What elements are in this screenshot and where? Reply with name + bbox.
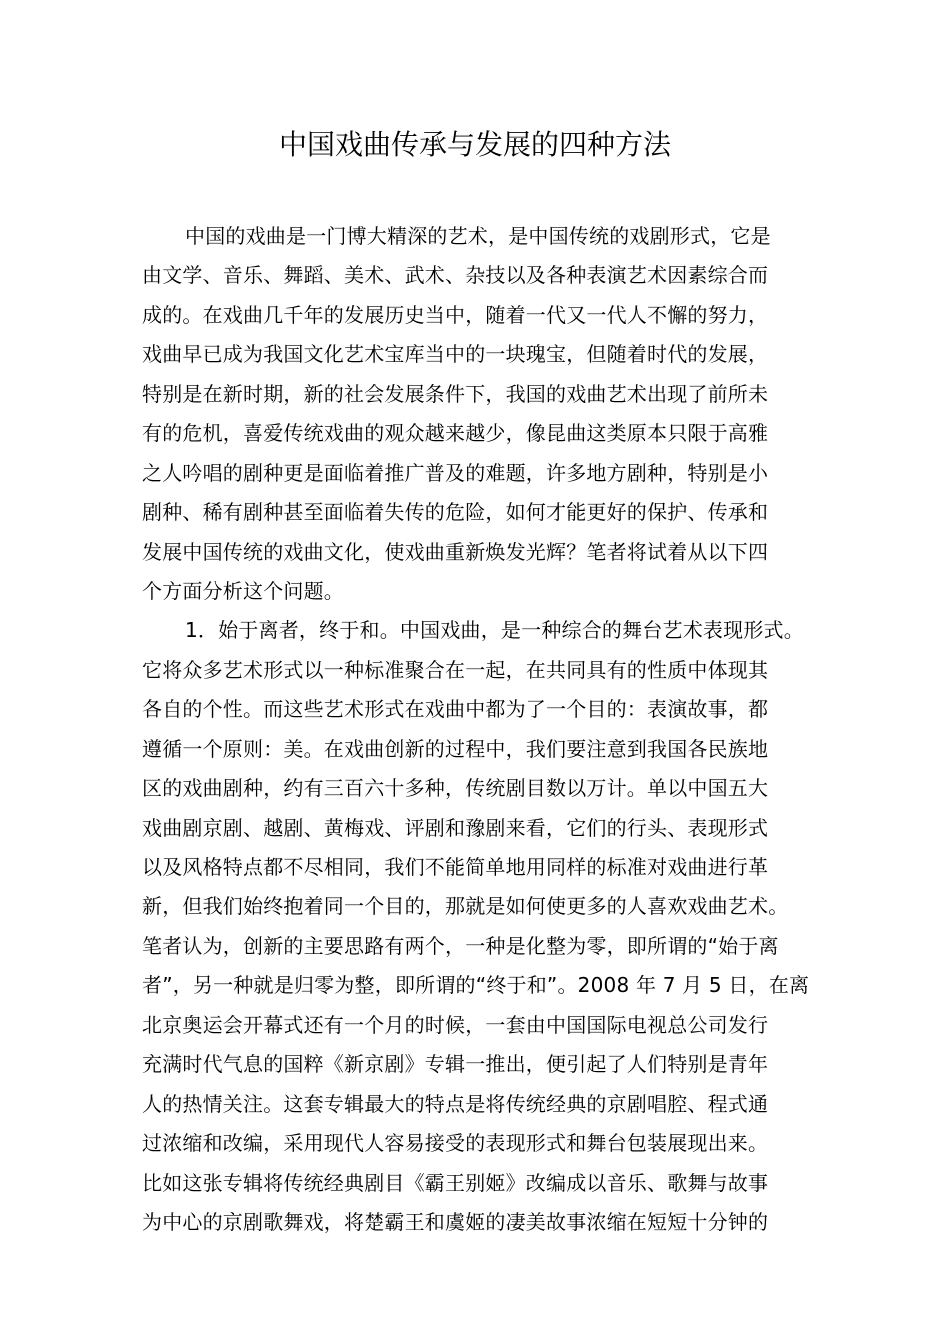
body-line: 以及风格特点都不尽相同，我们不能简单地用同样的标准对戏曲进行革 [142,855,769,879]
document-title: 中国戏曲传承与发展的四种方法 [278,128,671,161]
body-line: 过浓缩和改编，采用现代人容易接受的表现形式和舞台包装展现出来。 [142,1131,769,1156]
body-line: 为中心的京剧歌舞戏，将楚霸王和虞姬的凄美故事浓缩在短短十分钟的 [142,1209,769,1234]
body-line: 新，但我们始终抱着同一个目的，那就是如何使更多的人喜欢戏曲艺术。 [142,894,789,919]
body-line: 特别是在新时期，新的社会发展条件下，我国的戏曲艺术出现了前所未 [142,381,769,406]
document-body [142,217,842,1242]
body-line: 区的戏曲剧种，约有三百六十多种，传统剧目数以万计。单以中国五大 [142,776,769,801]
body-line: 者”，另一种就是归零为整，即所谓的“终于和”。2008 年 7 月 5 日，在离 [142,973,810,998]
body-line: 遵循一个原则：美。在戏曲创新的过程中，我们要注意到我国各民族地 [142,736,769,761]
body-line: 比如这张专辑将传统经典剧目《霸王别姬》改编成以音乐、歌舞与故事 [142,1170,769,1195]
body-line: 1．始于离者，终于和。中国戏曲，是一种综合的舞台艺术表现形式。 [185,618,804,643]
body-line: 剧种、稀有剧种甚至面临着失传的危险，如何才能更好的保护、传承和 [142,500,769,525]
body-line: 它将众多艺术形式以一种标准聚合在一起，在共同具有的性质中体现其 [142,657,769,682]
body-line: 发展中国传统的戏曲文化，使戏曲重新焕发光辉？笔者将试着从以下四 [142,539,769,564]
body-line: 个方面分析这个问题。 [142,578,344,603]
body-line: 北京奥运会开幕式还有一个月的时候，一套由中国国际电视总公司发行 [142,1012,769,1037]
body-line: 充满时代气息的国粹《新京剧》专辑一推出，便引起了人们特别是青年 [142,1052,769,1077]
body-line: 中国的戏曲是一门博大精深的艺术，是中国传统的戏剧形式，它是 [185,224,771,248]
body-line: 有的危机，喜爱传统戏曲的观众越来越少，像昆曲这类原本只限于高雅 [142,421,769,446]
body-line: 成的。在戏曲几千年的发展历史当中，随着一代又一代人不懈的努力， [142,302,769,327]
body-line: 笔者认为，创新的主要思路有两个，一种是化整为零，即所谓的“始于离 [142,933,779,958]
body-line: 人的热情关注。这套专辑最大的特点是将传统经典的京剧唱腔、程式通 [142,1091,769,1116]
body-line: 各自的个性。而这些艺术形式在戏曲中都为了一个目的：表演故事，都 [142,697,769,722]
body-line: 之人吟唱的剧种更是面临着推广普及的难题，许多地方剧种，特别是小 [142,460,769,485]
body-line: 戏曲剧京剧、越剧、黄梅戏、评剧和豫剧来看，它们的行头、表现形式 [142,815,769,840]
body-line: 由文学、音乐、舞蹈、美术、武术、杂技以及各种表演艺术因素综合而 [142,263,769,288]
body-line: 戏曲早已成为我国文化艺术宝库当中的一块瑰宝，但随着时代的发展， [142,342,769,367]
